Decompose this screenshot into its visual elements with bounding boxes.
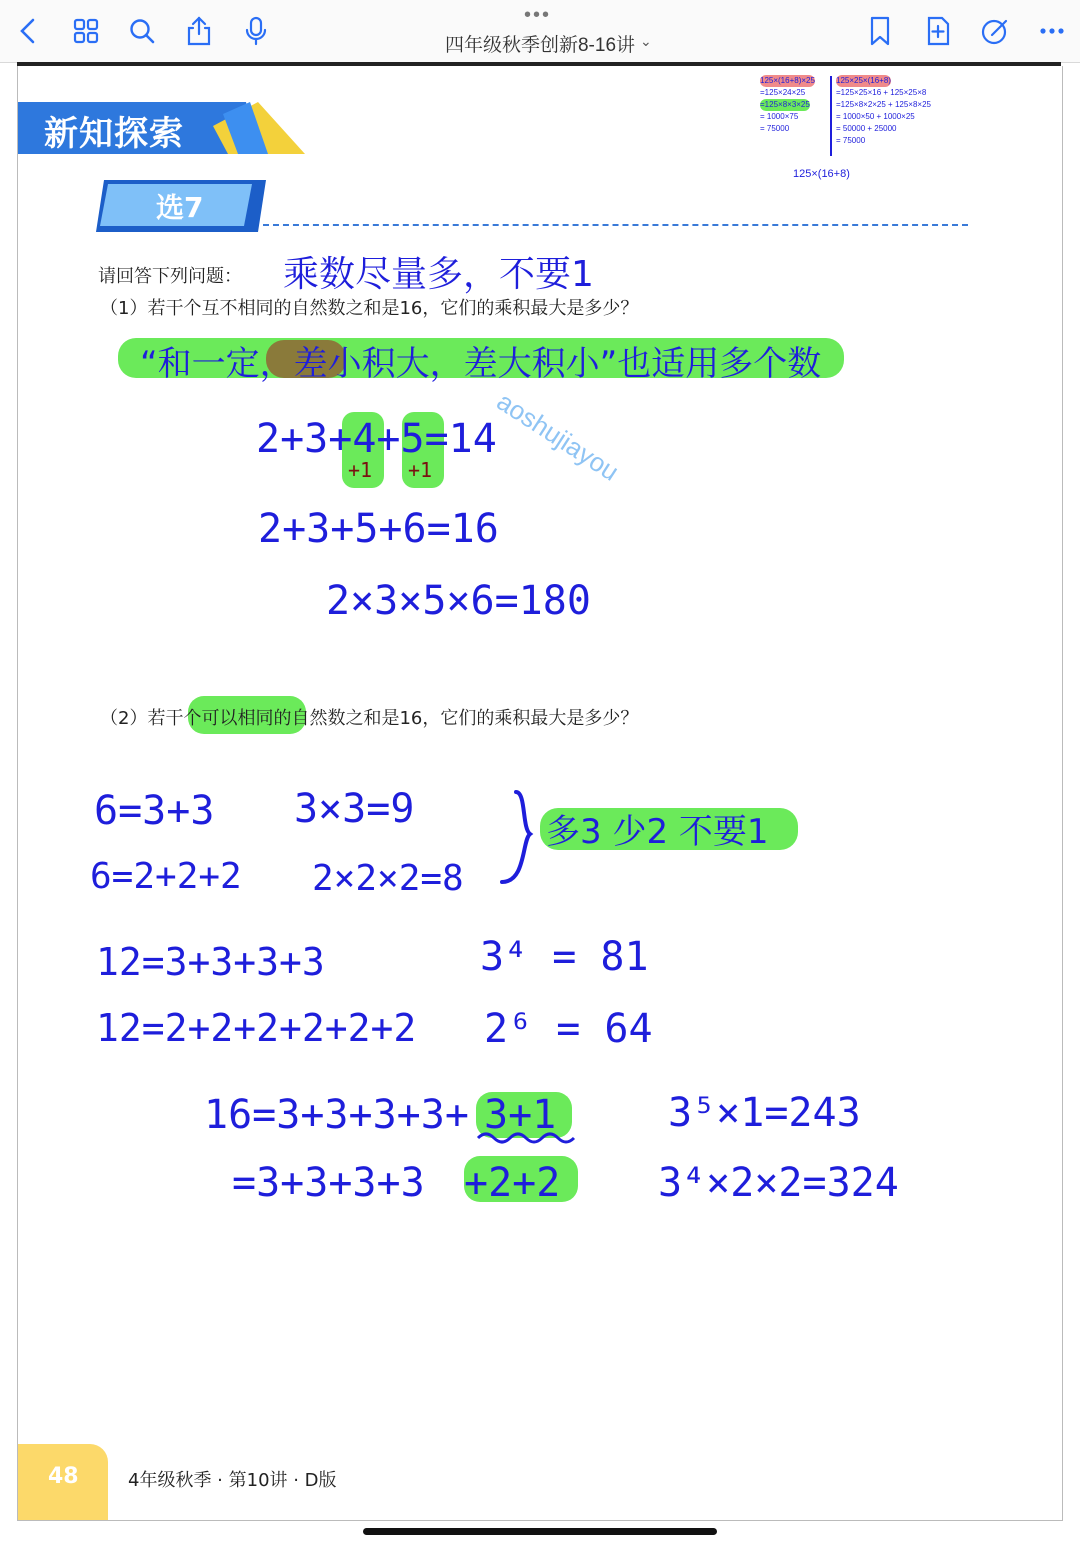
add-page-icon[interactable] [921,14,955,48]
brace-icon [496,788,536,888]
question-intro: 请回答下列问题： [98,266,242,287]
document-title[interactable]: 四年级秋季创新8-16讲 [444,35,636,56]
footer-text: 4年级秋季 · 第10讲 · D版 [128,1470,337,1491]
work-f2: 3⁴×2×2=324 [658,1160,899,1206]
section-label: 选7 [156,191,204,224]
more-icon[interactable] [1035,14,1069,48]
work-b1: 3×3=9 [294,786,415,832]
watermark: aoshujiayou [491,386,625,487]
section-divider [263,224,968,226]
wavy-underline [476,1130,576,1144]
handwritten-note-1: 乘数尽量多，不要1 [283,254,594,295]
work-b2: 2×2×2=8 [312,858,464,899]
drag-handle-icon[interactable]: ••• [524,4,552,26]
work-a2: 6=2+2+2 [90,856,242,897]
work-line-3: 2×3×5×6=180 [326,578,591,624]
plus-one-b: +1 [408,458,433,482]
plus-one-a: +1 [348,458,373,482]
work-e2-tail: +2+2 [464,1160,561,1206]
corner-note-bottom: 125×(16+8) [793,168,850,180]
work-e2-main: =3+3+3+3 [232,1160,425,1206]
work-f1: 3⁵×1=243 [668,1090,861,1136]
work-c1: 12=3+3+3+3 [96,940,325,984]
work-e1-tail: 3+1 [484,1092,557,1138]
corner-notes-divider [830,76,832,156]
question-2: （2）若干个可以相同的自然数之和是16，它们的乘积最大是多少？ [100,708,639,729]
document-page[interactable] [17,66,1063,1521]
work-line-1: 2+3+4+5=14 [256,416,497,462]
corner-notes-left: 125×(16+8)×25 =125×24×25 =125×8×3×25 = 1000×75 = 75000 [760,76,815,133]
handwritten-rule: “和一定，差小积大，差大积小”也适用多个数 [140,344,822,384]
work-d2: 2⁶ = 64 [484,1006,653,1052]
work-line-2: 2+3+5+6=16 [258,506,499,552]
question-1: （1）若干个互不相同的自然数之和是16，它们的乘积最大是多少？ [100,298,639,319]
chevron-down-icon[interactable]: ⌄ [640,33,652,49]
bookmark-icon[interactable] [863,14,897,48]
corner-notes-right: 125×25×(16+8) =125×25×16 + 125×25×8 =125×8×2×25 + 125×8×25 = 1000×50 + 1000×25 = 50000 + 25000 = 75000 [836,76,931,145]
work-e1-main: 16=3+3+3+3+ [204,1092,469,1138]
top-toolbar [0,0,1080,63]
work-d1: 3⁴ = 81 [480,934,649,980]
work-a1: 6=3+3 [94,788,215,834]
work-c2: 12=2+2+2+2+2+2 [96,1006,417,1050]
home-indicator[interactable] [363,1528,717,1535]
brace-note: 多3 少2 不要1 [546,812,769,852]
section-banner-title: 新知探索 [44,114,184,154]
pencil-icon[interactable] [978,14,1012,48]
page-number: 48 [48,1464,79,1489]
